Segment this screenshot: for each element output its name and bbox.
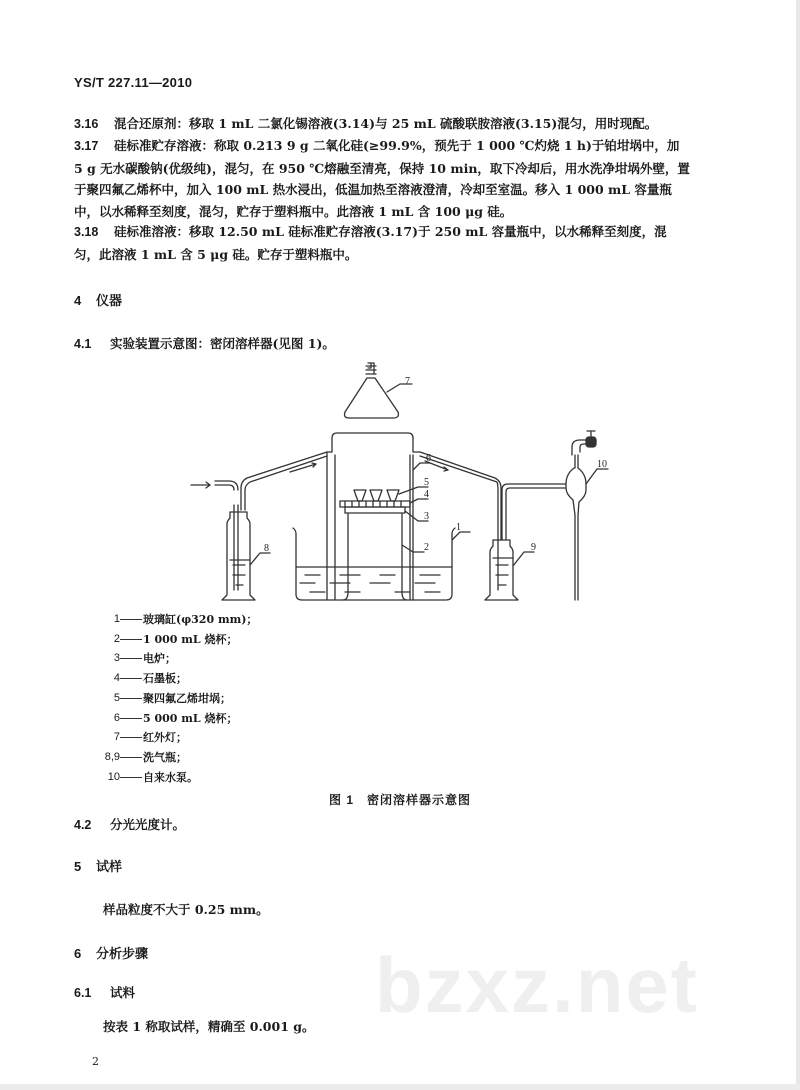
clause-number: 3.17 (74, 139, 99, 153)
clause-text: 硅标准贮存溶液：称取 0.213 9 g 二氧化硅(≥99.9%，预先于 1 000 ℃灼烧 1 h)于铂坩埚中，加 (114, 138, 680, 153)
legend-item: 5 聚四氟乙烯坩埚； (80, 689, 257, 709)
part-label-10: 10 (597, 459, 607, 470)
clause-number: 3.18 (74, 225, 99, 239)
section-6-heading (74, 943, 148, 962)
section-number: 6 (74, 946, 82, 961)
part-label-6: 6 (426, 453, 431, 464)
clause-text: 分光光度计。 (110, 817, 186, 832)
legend-item: 1 玻璃缸(φ320 mm)； (80, 610, 257, 630)
clause-text: 混合还原剂：移取 1 mL 二氯化锡溶液(3.14)与 25 mL 硫酸联胺溶液(3.15)混匀，用时现配。 (114, 116, 658, 131)
section-number: 5 (74, 859, 82, 874)
clause-text: 于聚四氟乙烯杯中，加入 100 mL 热水浸出，低温加热至溶液澄清，冷却至室温。移入 1 000 mL 容量瓶 (74, 182, 672, 197)
standard-code-header: YS/T 227.11—2010 (74, 75, 193, 90)
clause-6-1-body: 按表 1 称取试样，精确至 0.001 g。 (103, 1019, 315, 1034)
clause-number: 4.1 (74, 337, 92, 351)
legend-item: 2 1 000 mL 烧杯； (80, 630, 257, 650)
section-number: 4 (74, 293, 82, 308)
page-number: 2 (92, 1055, 99, 1068)
section-title: 仪器 (96, 294, 123, 309)
part-label-8: 8 (264, 543, 269, 554)
clause-text: 硅标准溶液：移取 12.50 mL 硅标准贮存溶液(3.17)于 250 mL 容量瓶中，以水稀释至刻度，混 (114, 224, 667, 239)
section-title: 分析步骤 (96, 947, 149, 962)
clause-number: 6.1 (74, 986, 92, 1000)
part-label-5: 5 (424, 477, 429, 488)
figure-legend (80, 610, 257, 787)
clause-text: 匀，此溶液 1 mL 含 5 μg 硅。贮存于塑料瓶中。 (74, 246, 358, 262)
part-label-4: 4 (424, 489, 429, 500)
clause-6-1-heading (74, 983, 135, 1001)
clause-4-2 (74, 815, 185, 833)
watermark: bzxz.net (375, 941, 699, 1029)
clause-text: 5 g 无水碳酸钠(优级纯)，混匀，在 950 ℃熔融至清亮，保持 10 min，取下冷却后，用水洗净坩埚外壁，置 (74, 160, 690, 176)
legend-item: 3 电炉； (80, 649, 257, 669)
clause-text: 实验装置示意图：密闭溶样器(见图 1)。 (110, 336, 335, 351)
clause-text: 中，以水稀释至刻度，混匀，贮存于塑料瓶中。此溶液 1 mL 含 100 μg 硅。 (74, 203, 513, 219)
section-title: 试样 (96, 860, 123, 875)
infrared-lamp-icon (345, 363, 413, 418)
legend-item: 8,9 洗气瓶； (80, 748, 257, 768)
legend-item: 4 石墨板； (80, 669, 257, 689)
legend-item: 6 5 000 mL 烧杯； (80, 709, 257, 729)
part-label-2: 2 (424, 542, 429, 553)
clause-number: 3.16 (74, 117, 99, 131)
part-label-3: 3 (424, 511, 429, 522)
part-label-9: 9 (531, 542, 536, 553)
part-label-1: 1 (456, 522, 461, 533)
legend-item: 7 红外灯； (80, 728, 257, 748)
water-tap-icon (572, 431, 596, 455)
legend-item: 10 自来水泵。 (80, 768, 257, 788)
clause-title: 试料 (110, 985, 136, 1000)
part-label-7: 7 (405, 376, 410, 387)
figure-caption: 图 1 密闭溶样器示意图 (328, 793, 471, 807)
section-5-heading (74, 856, 122, 875)
clause-number: 4.2 (74, 818, 92, 832)
section-5-body: 样品粒度不大于 0.25 mm。 (103, 902, 269, 917)
